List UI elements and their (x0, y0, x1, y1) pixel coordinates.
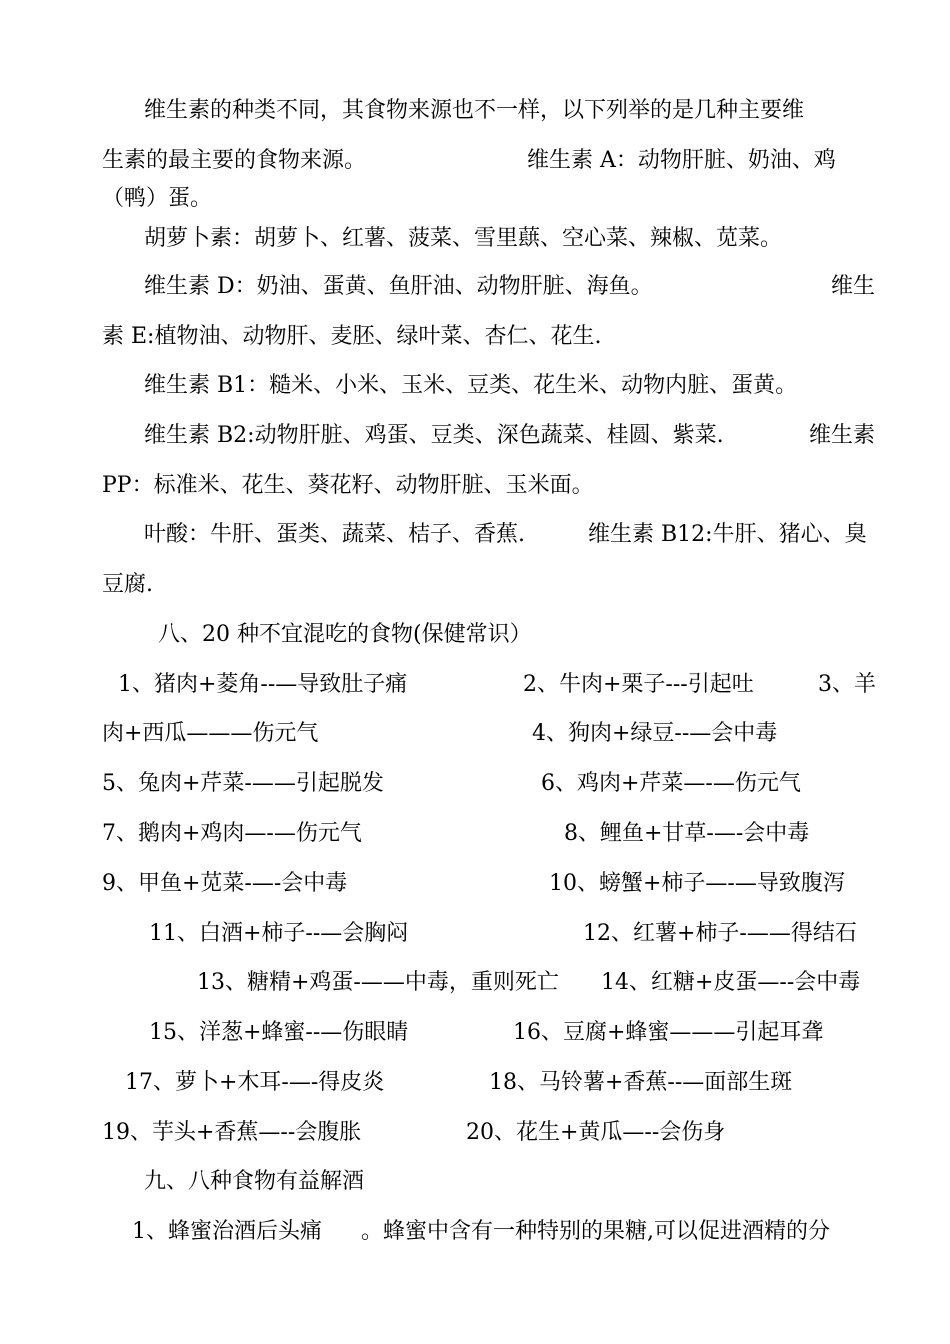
combo-item-6: 6、鸡肉+芹菜—-—伤元气 (541, 771, 801, 796)
intro-line-1: 维生素的种类不同，其食物来源也不一样，以下列举的是几种主要维 (144, 98, 805, 123)
vit-b12-text: 维生素 B12:牛肝、猪心、臭 (588, 522, 867, 547)
combo-item-19: 19、芋头+香蕉—--会腹胀 (102, 1120, 362, 1145)
section-9-title: 九、八种食物有益解酒 (144, 1169, 365, 1194)
combo-item-8: 8、鲤鱼+甘草-—-会中毒 (564, 821, 810, 846)
combo-item-16: 16、豆腐+蜂蜜———引起耳聋 (513, 1020, 824, 1045)
combo-item-4: 4、狗肉+绿豆--—会中毒 (532, 721, 778, 746)
vit-b2-tail: 维生素 (809, 423, 876, 448)
intro-line-3: （鸭）蛋。 (102, 186, 213, 211)
vit-b1-line: 维生素 B1：糙米、小米、玉米、豆类、花生米、动物内脏、蛋黄。 (144, 373, 798, 398)
vit-d-tail: 维生 (831, 274, 876, 299)
vit-pp-line: PP：标准米、花生、葵花籽、动物肝脏、玉米面。 (102, 473, 594, 498)
combo-item-2: 2、牛肉+栗子---引起吐 (523, 672, 754, 697)
combo-item-3-start: 3、羊 (818, 672, 876, 697)
vit-b2-line: 维生素 B2:动物肝脏、鸡蛋、豆类、深色蔬菜、桂圆、紫菜. (144, 423, 724, 448)
vit-d-line: 维生素 D：奶油、蛋黄、鱼肝油、动物肝脏、海鱼。 (144, 274, 653, 299)
combo-item-7: 7、鹅肉+鸡肉—-—伤元气 (102, 821, 362, 846)
combo-item-20: 20、花生+黄瓜—--会伤身 (466, 1120, 726, 1145)
combo-item-5: 5、兔肉+芹菜-——引起脱发 (102, 771, 384, 796)
folic-cont-line: 豆腐. (102, 572, 153, 597)
combo-item-10: 10、螃蟹+柿子—-—导致腹泻 (549, 871, 845, 896)
folic-line: 叶酸：牛肝、蛋类、蔬菜、桔子、香蕉. (144, 522, 525, 547)
combo-item-17: 17、萝卜+木耳-—-得皮炎 (125, 1070, 385, 1095)
vit-e-line: 素 E:植物油、动物肝、麦胚、绿叶菜、杏仁、花生. (102, 324, 602, 349)
combo-item-18: 18、马铃薯+香蕉--—面部生斑 (489, 1070, 793, 1095)
item-1-text: 。蜂蜜中含有一种特别的果糖,可以促进酒精的分 (361, 1219, 830, 1244)
intro-line-2-right: 维生素 A：动物肝脏、奶油、鸡 (527, 148, 836, 173)
section-8-title: 八、20 种不宜混吃的食物(保健常识） (158, 622, 532, 647)
combo-item-9: 9、甲鱼+苋菜-—-会中毒 (102, 871, 348, 896)
combo-item-3-end: 肉+西瓜———伤元气 (102, 721, 319, 746)
item-1-title: 1、蜂蜜治酒后头痛 (132, 1219, 322, 1244)
combo-item-13: 13、糖精+鸡蛋-——中毒，重则死亡 (197, 970, 559, 995)
combo-item-1: 1、猪肉+菱角--—导致肚子痛 (118, 672, 408, 697)
combo-item-11: 11、白酒+柿子--—会胸闷 (149, 921, 409, 946)
carotene-line: 胡萝卜素：胡萝卜、红薯、菠菜、雪里蕻、空心菜、辣椒、苋菜。 (144, 226, 783, 251)
combo-item-12: 12、红薯+柿子-——得结石 (583, 921, 857, 946)
combo-item-15: 15、洋葱+蜂蜜--—伤眼睛 (149, 1020, 409, 1045)
combo-item-14: 14、红糖+皮蛋—--会中毒 (601, 970, 861, 995)
intro-line-2-left: 生素的最主要的食物来源。 (102, 148, 367, 173)
